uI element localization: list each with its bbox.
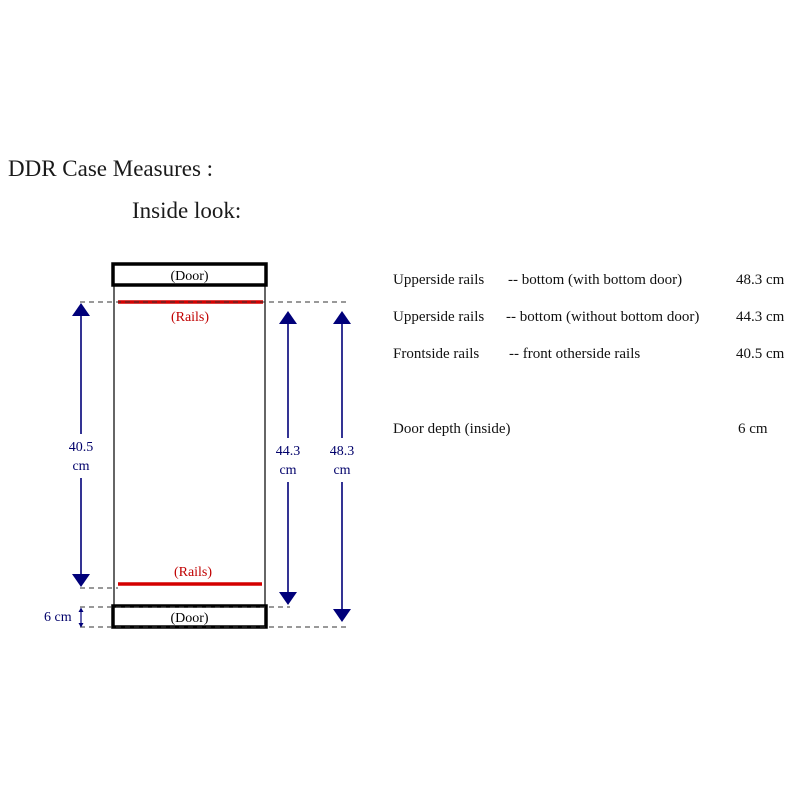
dim-48-3-arrow-up: [333, 311, 351, 324]
dim-44-3-arrow-down: [279, 592, 297, 605]
dim-48-3-unit: cm: [333, 463, 351, 478]
dim-48-3-value: 48.3: [329, 444, 355, 459]
dim-40-5-arrow-up: [72, 303, 90, 316]
measure-name-1: Upperside rails: [393, 272, 485, 288]
measure-desc-1: -- bottom (with bottom door): [508, 272, 683, 288]
measure-value-3: 40.5 cm: [736, 346, 785, 362]
measure-desc-3: -- front otherside rails: [509, 346, 641, 362]
dim-44-3-value: 44.3: [275, 444, 301, 459]
measure-desc-2: -- bottom (without bottom door): [506, 309, 700, 325]
door-depth-arrow-up: [79, 608, 84, 613]
measure-value-4: 6 cm: [738, 421, 768, 437]
measure-name-3: Frontside rails: [393, 346, 480, 362]
door-depth-label: 6 cm: [44, 610, 72, 625]
page-subtitle: Inside look:: [132, 198, 242, 223]
measure-value-1: 48.3 cm: [736, 272, 785, 288]
measure-name-2: Upperside rails: [393, 309, 485, 325]
dim-40-5-value: 40.5: [68, 440, 94, 455]
bottom-rail-label: (Rails): [173, 565, 213, 580]
measure-name-4: Door depth (inside): [393, 421, 511, 437]
dim-40-5-unit: cm: [72, 459, 90, 474]
dim-48-3-arrow-down: [333, 609, 351, 622]
page-title: DDR Case Measures :: [8, 156, 214, 181]
top-rail-label: (Rails): [170, 310, 210, 325]
top-door-label: (Door): [170, 269, 209, 284]
dim-44-3-arrow-up: [279, 311, 297, 324]
measure-value-2: 44.3 cm: [736, 309, 785, 325]
bottom-door-label: (Door): [170, 611, 209, 626]
dim-44-3-unit: cm: [279, 463, 297, 478]
dim-40-5-arrow-down: [72, 574, 90, 587]
